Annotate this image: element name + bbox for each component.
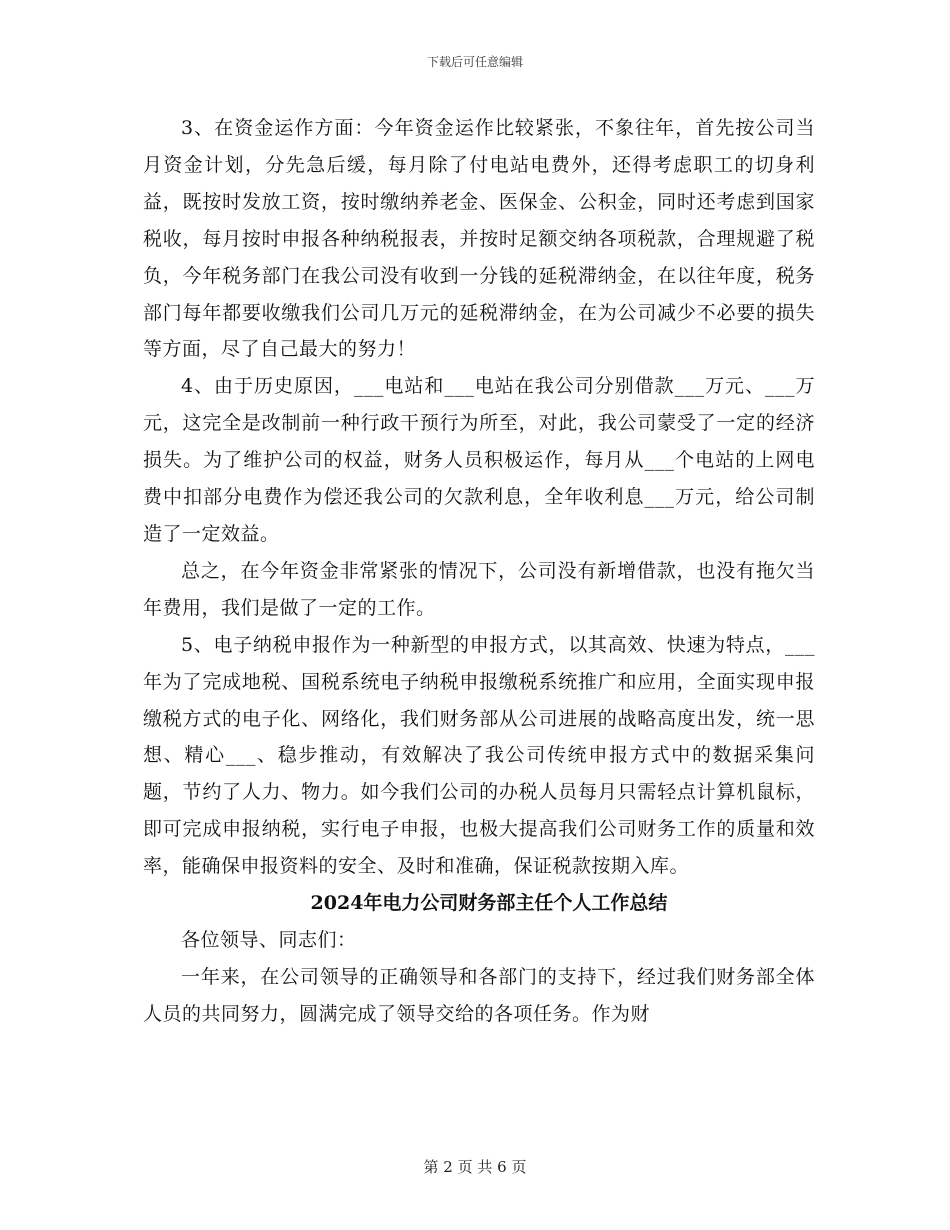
paragraph-e-filing: 5、电子纳税申报作为一种新型的申报方式，以其高效、快速为特点，___年为了完成地税、国税系统电子纳税申报缴税系统推广和应用，全面实现申报缴税方式的电子化、网络化，我们财务部从公司进展的战略高度出发，统一思想、精心___、稳步推动，有效解决了我公司传统申报方式中的数据采集问题，节约了人力、物力。如今我们公司的办税人员每月只需轻点计算机鼠标，即可完成申报纳税，实行电子申报，也极大提高我们公司财务工作的质量和效率，能确保申报资料的安全、及时和准确，保证税款按期入库。 (143, 633, 815, 878)
paragraph-loans: 4、由于历史原因，___电站和___电站在我公司分别借款___万元、___万元，这完全是改制前一种行政干预行为所至，对此，我公司蒙受了一定的经济损失。为了维护公司的权益，财务人员积极运作，每月从___个电站的上网电费中扣部分电费作为偿还我公司的欠款利息，全年收利息___万元，给公司制造了一定效益。 (143, 375, 815, 545)
paragraph-intro: 一年来，在公司领导的正确领导和各部门的支持下，经过我们财务部全体人员的共同努力，圆满完成了领导交给的各项任务。作为财 (143, 965, 815, 1025)
document-body (143, 110, 815, 1033)
salutation: 各位领导、同志们： (181, 928, 357, 951)
page-header: 下载后可任意编辑 (426, 55, 523, 69)
paragraph-summary: 总之，在今年资金非常紧张的情况下，公司没有新增借款，也没有拖欠当年费用，我们是做了一定的工作。 (143, 559, 815, 619)
paragraph-funds: 3、在资金运作方面：今年资金运作比较紧张，不象往年，首先按公司当月资金计划，分先急后缓，每月除了付电站电费外，还得考虑职工的切身利益，既按时发放工资，按时缴纳养老金、医保金、公积金，同时还考虑到国家税收，每月按时申报各种纳税报表，并按时足额交纳各项税款，合理规避了税负，今年税务部门在我公司没有收到一分钱的延税滞纳金，在以往年度，税务部门每年都要收缴我们公司几万元的延税滞纳金，在为公司减少不必要的损失等方面，尽了自己最大的努力！ (143, 117, 815, 361)
section-title: 2024年电力公司财务部主任个人工作总结 (310, 892, 668, 915)
page-footer: 第 2 页 共 6 页 (423, 1158, 527, 1176)
